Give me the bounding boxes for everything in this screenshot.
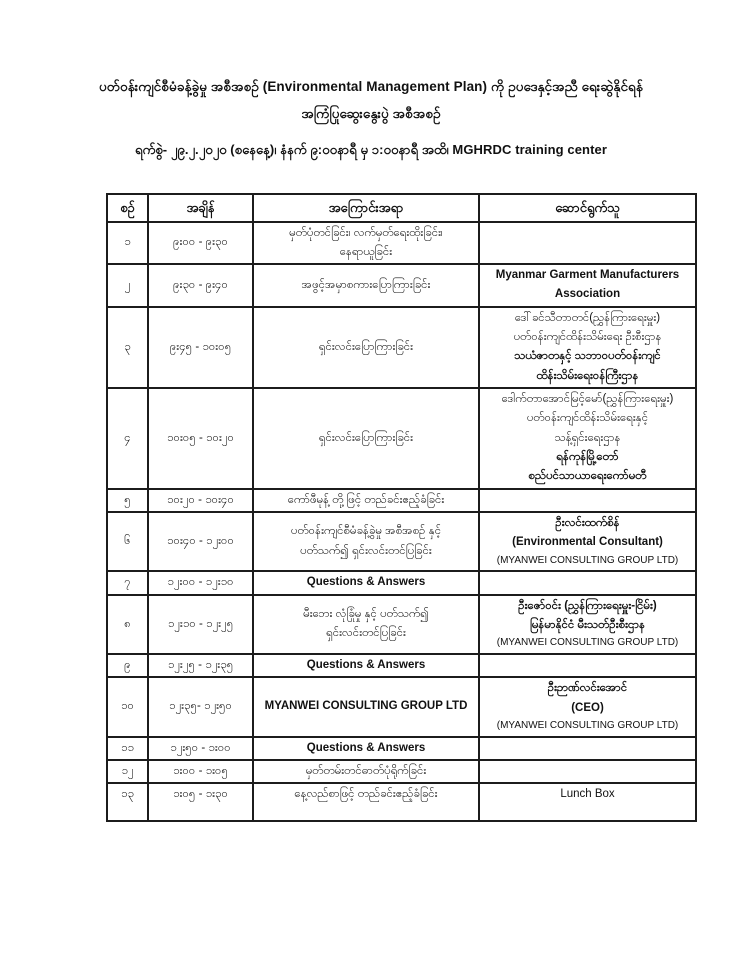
cell-presenter: [479, 595, 696, 654]
cell-text-line: အဖွင့်အမှာစကားပြောကြားခြင်း: [301, 278, 431, 291]
cell-text-line: (MYANWEI CONSULTING GROUP LTD): [496, 719, 679, 731]
cell-text-line: MYANWEI CONSULTING GROUP LTD: [264, 700, 468, 713]
cell-no: ၁: [107, 222, 148, 265]
document-date-venue-line: ရက်စွဲ- ၂၉.၂.၂၀၂၀ (စနေနေ့)၊ နံနက် ၉:၀၀နာရီ မှ ၁:၀၀နာရီ အထိ၊ MGHRDC training center: [134, 142, 607, 157]
cell-text-line: Lunch Box: [560, 788, 615, 801]
cell-time: ၁၀း၀၅ - ၁၀း၂၀: [148, 388, 253, 489]
cell-presenter: [479, 654, 696, 677]
cell-text-line: Questions & Answers: [306, 741, 426, 754]
cell-text-line: စည်ပင်သာယာရေးကော်မတီ: [528, 470, 647, 483]
cell-text-line: မှတ်တမ်းတင်ဓာတ်ပုံရိုက်ခြင်း: [305, 765, 427, 778]
cell-text-line: Questions & Answers: [306, 576, 426, 589]
table-row: [107, 571, 696, 594]
table-row: [107, 783, 696, 820]
cell-text-line: နေရာယူခြင်း: [339, 245, 393, 258]
cell-topic: [253, 783, 479, 820]
cell-text-line: ကော်ဖီမုန့် တို့ဖြင့် တည်ခင်းဧည့်ခံခြင်း: [287, 493, 445, 506]
table-row: [107, 388, 696, 489]
cell-no: ၁၃: [107, 783, 148, 820]
col-header-topic: အကြောင်းအရာ: [253, 194, 479, 222]
cell-presenter: [479, 264, 696, 307]
cell-text-line: ရှင်းလင်းပြောကြားခြင်း: [318, 340, 414, 353]
col-header-time: အချိန်: [148, 194, 253, 222]
cell-no: ၉: [107, 654, 148, 677]
cell-no: ၁၁: [107, 737, 148, 760]
table-row: [107, 512, 696, 571]
cell-presenter: [479, 783, 696, 820]
header-row: [107, 194, 696, 222]
table-row: [107, 595, 696, 654]
cell-text-line: ဦးလင်းထက်စိန်: [555, 516, 620, 529]
cell-no: ၂: [107, 264, 148, 307]
cell-topic: [253, 677, 479, 736]
cell-presenter: [479, 489, 696, 512]
cell-text-line: ပတ်ဝန်းကျင်ထိန်းသိမ်းရေး ဦးစီးဌာန: [513, 331, 662, 344]
cell-time: ၁၀း၂၀ - ၁၀း၄၀: [148, 489, 253, 512]
cell-time: ၁၂း၀၀ - ၁၂း၁၀: [148, 571, 253, 594]
cell-no: ၅: [107, 489, 148, 512]
cell-text-line: ဒေါက်တာအောင်မြင့်မော်(ညွှန်ကြားရေးမှူး): [501, 393, 674, 405]
cell-text-line: Association: [554, 288, 621, 301]
cell-topic: [253, 654, 479, 677]
col-header-no: စဉ်: [107, 194, 148, 222]
cell-no: ၁၂: [107, 760, 148, 783]
cell-text-line: နေ့လည်စာဖြင့် တည်ခင်းဧည့်ခံခြင်း: [294, 788, 438, 801]
cell-presenter: [479, 512, 696, 571]
cell-presenter: [479, 388, 696, 489]
cell-text-line: ဦးဇော်ဝင်း (ညွှန်ကြားရေးမှူး-ငြိမ်း): [518, 599, 657, 612]
cell-no: ၆: [107, 512, 148, 571]
cell-presenter: [479, 307, 696, 388]
cell-topic: [253, 489, 479, 512]
cell-text-line: ပတ်သက်၍ ရှင်းလင်းတင်ပြခြင်း: [300, 544, 432, 557]
cell-no: ၈: [107, 595, 148, 654]
cell-text-line: ရန်ကုန်မြို့တော်: [556, 450, 619, 463]
cell-time: ၁၂း၃၅- ၁၂း၅၀: [148, 677, 253, 736]
cell-time: ၁း၀၀ - ၁း၀၅: [148, 760, 253, 783]
cell-time: ၁း၀၅ - ၁း၃၀: [148, 783, 253, 820]
cell-text-line: သယံဇာတနှင့် သဘာဝပတ်ဝန်းကျင်: [514, 350, 661, 363]
cell-topic: [253, 760, 479, 783]
cell-text-line: ပတ်ဝန်းကျင်စီမံခန့်ခွဲမှု အစီအစဉ် နှင့်: [290, 525, 442, 538]
agenda-table: [106, 193, 697, 822]
cell-presenter: [479, 571, 696, 594]
cell-presenter: [479, 760, 696, 783]
agenda-table-body: [107, 222, 696, 821]
table-row: [107, 222, 696, 265]
cell-topic: [253, 737, 479, 760]
cell-text-line: မီးဘေး လုံခြုံမှု နှင့် ပတ်သက်၍: [303, 608, 429, 620]
cell-text-line: ပတ်ဝန်းကျင်ထိန်းသိမ်းရေးနှင့်: [526, 412, 649, 425]
cell-topic: [253, 512, 479, 571]
cell-text-line: Myanmar Garment Manufacturers: [495, 269, 680, 282]
cell-text-line: ဒေါ်ခင်သီတာတင်(ညွှန်ကြားရေးမှူး): [514, 311, 661, 324]
cell-time: ၁၂း၅၀ - ၁း၀၀: [148, 737, 253, 760]
document-title-line-1: ပတ်ဝန်းကျင်စီမံခန့်ခွဲမှု အစီအစဉ် (Environmental Management Plan) ကို ဥပဒေနှင့်အညီ ရေးဆွဲနိုင်ရန်: [99, 79, 643, 94]
cell-text-line: မှတ်ပုံတင်ခြင်း၊ လက်မှတ်ရေးထိုးခြင်း၊: [289, 226, 443, 239]
cell-presenter: [479, 222, 696, 265]
cell-time: ၉း၃၀ - ၉း၄၀: [148, 264, 253, 307]
document-title-line-2: အကြံပြုဆွေးနွေးပွဲ အစီအစဉ်: [301, 106, 441, 121]
cell-no: ၃: [107, 307, 148, 388]
table-row: [107, 307, 696, 388]
cell-time: ၁၂း၁၀ - ၁၂း၂၅: [148, 595, 253, 654]
table-row: [107, 654, 696, 677]
cell-no: ၁၀: [107, 677, 148, 736]
table-row: [107, 677, 696, 736]
cell-time: ၉း၀၀ - ၉း၃၀: [148, 222, 253, 265]
cell-text-line: ရှင်းလင်းပြောကြားခြင်း: [318, 431, 414, 444]
cell-time: ၁၂း၂၅ - ၁၂း၃၅: [148, 654, 253, 677]
cell-topic: [253, 388, 479, 489]
cell-presenter: [479, 677, 696, 736]
cell-time: ၁၀း၄၀ - ၁၂း၀၀: [148, 512, 253, 571]
table-row: [107, 760, 696, 783]
cell-text-line: Questions & Answers: [306, 659, 426, 672]
cell-topic: [253, 571, 479, 594]
table-row: [107, 737, 696, 760]
cell-text-line: ရှင်းလင်းတင်ပြခြင်း: [326, 627, 406, 640]
agenda-table-header: [107, 194, 696, 222]
cell-text-line: သန့်ရှင်းရေးဌာန: [554, 431, 621, 444]
cell-presenter: [479, 737, 696, 760]
cell-text-line: ထိန်းသိမ်းရေးဝန်ကြီးဌာန: [536, 369, 639, 382]
cell-text-line: (CEO): [571, 701, 604, 714]
table-row: [107, 489, 696, 512]
col-header-presenter: ဆောင်ရွက်သူ: [479, 194, 696, 222]
cell-topic: [253, 222, 479, 265]
cell-text-line: မြန်မာနိုင်ငံ မီးသတ်ဦးစီးဌာန: [529, 618, 646, 631]
cell-text-line: (Environmental Consultant): [512, 536, 663, 549]
cell-topic: [253, 264, 479, 307]
cell-topic: [253, 307, 479, 388]
cell-no: ၄: [107, 388, 148, 489]
cell-text-line: (MYANWEI CONSULTING GROUP LTD): [496, 554, 679, 566]
cell-text-line: ဦးဉာဏ်လင်းအောင်: [547, 682, 628, 695]
cell-no: ၇: [107, 571, 148, 594]
table-row: [107, 264, 696, 307]
cell-topic: [253, 595, 479, 654]
cell-text-line: (MYANWEI CONSULTING GROUP LTD): [496, 637, 679, 649]
cell-time: ၉း၄၅ - ၁၀း၀၅: [148, 307, 253, 388]
